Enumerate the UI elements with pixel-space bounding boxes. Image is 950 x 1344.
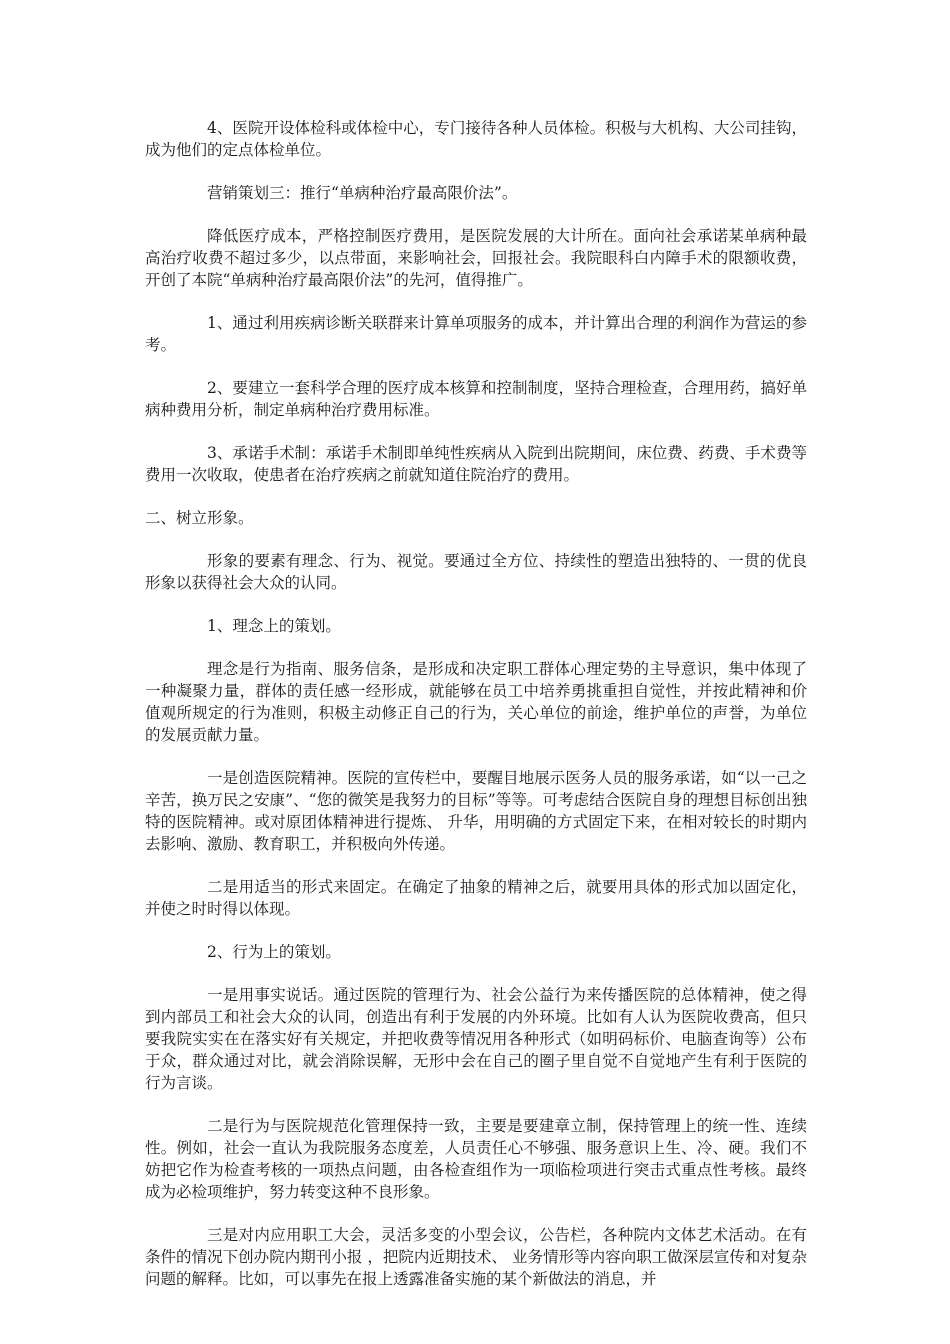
section-heading-build-image: 二、树立形象。 [145, 509, 254, 527]
paragraph-hospital-spirit: 一是创造医院精神。医院的宣传栏中，要醒目地展示医务人员的服务承诺，如“以一己之辛苦，换万民之安康”、“您的微笑是我努力的目标”等等。可考虑结合医院自身的理想目标创出独特的医院精神。或对原团体精神进行提炼、 升华，用明确的方式固定下来，在相对较长的时期内去影响、激励、教育职工，并积极向外传递。 [145, 769, 807, 853]
paragraph-reduce-cost: 降低医疗成本，严格控制医疗费用，是医院发展的大计所在。面向社会承诺某单病种最高治疗收费不超过多少，以点带面，来影响社会，回报社会。我院眼科白内障手术的限额收费，开创了本院“单病种治疗最高限价法”的先河，值得推广。 [145, 227, 807, 289]
paragraph-item-1-cost-calculation: 1、通过利用疾病诊断关联群来计算单项服务的成本，并计算出合理的利润作为营运的参考。 [145, 314, 807, 354]
paragraph-facts-speak: 一是用事实说话。通过医院的管理行为、社会公益行为来传播医院的总体精神，使之得到内部员工和社会大众的认同，创造出有利于发展的内外环境。比如有人认为医院收费高，但只要我院实实在在落实好有关规定，并把收费等情况用各种形式（如明码标价、电脑查询等）公布于众，群众通过对比，就会消除误解，无形中会在自己的圈子里自觉不自觉地产生有利于医院的行为言谈。 [145, 986, 807, 1092]
subheading-behavior-planning: 2、行为上的策划。 [207, 943, 341, 961]
paragraph-item-2-cost-control: 2、要建立一套科学合理的医疗成本核算和控制制度，坚持合理检查，合理用药，搞好单病种费用分析，制定单病种治疗费用标准。 [145, 379, 807, 419]
paragraph-concept-description: 理念是行为指南、服务信条，是形成和决定职工群体心理定势的主导意识，集中体现了一种凝聚力量，群体的责任感一经形成，就能够在员工中培养勇挑重担自觉性，并按此精神和价值观所规定的行为准则，积极主动修正自己的行为，关心单位的前途，维护单位的声誉，为单位的发展贡献力量。 [145, 660, 807, 744]
paragraph-health-check-center: 4、医院开设体检科或体检中心，专门接待各种人员体检。积极与大机构、大公司挂钩，成为他们的定点体检单位。 [145, 119, 807, 159]
paragraph-internal-communication: 三是对内应用职工大会，灵活多变的小型会议，公告栏，各种院内文体艺术活动。在有条件的情况下创办院内期刊小报 ，把院内近期技术、 业务情形等内容向职工做深层宣传和对复杂问题的解释。比如，可以事先在报上透露准备实施的某个新做法的消息，并 [145, 1226, 807, 1288]
subheading-concept-planning: 1、理念上的策划。 [207, 617, 341, 635]
paragraph-marketing-plan-three: 营销策划三：推行“单病种治疗最高限价法”。 [207, 184, 518, 202]
paragraph-item-3-surgery-commitment: 3、承诺手术制：承诺手术制即单纯性疾病从入院到出院期间，床位费、药费、手术费等费用一次收取，使患者在治疗疾病之前就知道住院治疗的费用。 [145, 444, 807, 484]
paragraph-image-elements: 形象的要素有理念、行为、视觉。要通过全方位、持续性的塑造出独特的、一贯的优良形象以获得社会大众的认同。 [145, 552, 807, 592]
document-page [145, 117, 807, 1311]
paragraph-standardized-management: 二是行为与医院规范化管理保持一致，主要是要建章立制，保持管理上的统一性、连续性。例如，社会一直认为我院服务态度差，人员责任心不够强、服务意识上生、冷、硬。我们不妨把它作为检查考核的一项热点问题，由各检查组作为一项临检项进行突击式重点性考核。最终成为必检项维护，努力转变这种不良形象。 [145, 1117, 807, 1201]
paragraph-fixed-form: 二是用适当的形式来固定。在确定了抽象的精神之后，就要用具体的形式加以固定化，并使之时时得以体现。 [145, 878, 807, 918]
